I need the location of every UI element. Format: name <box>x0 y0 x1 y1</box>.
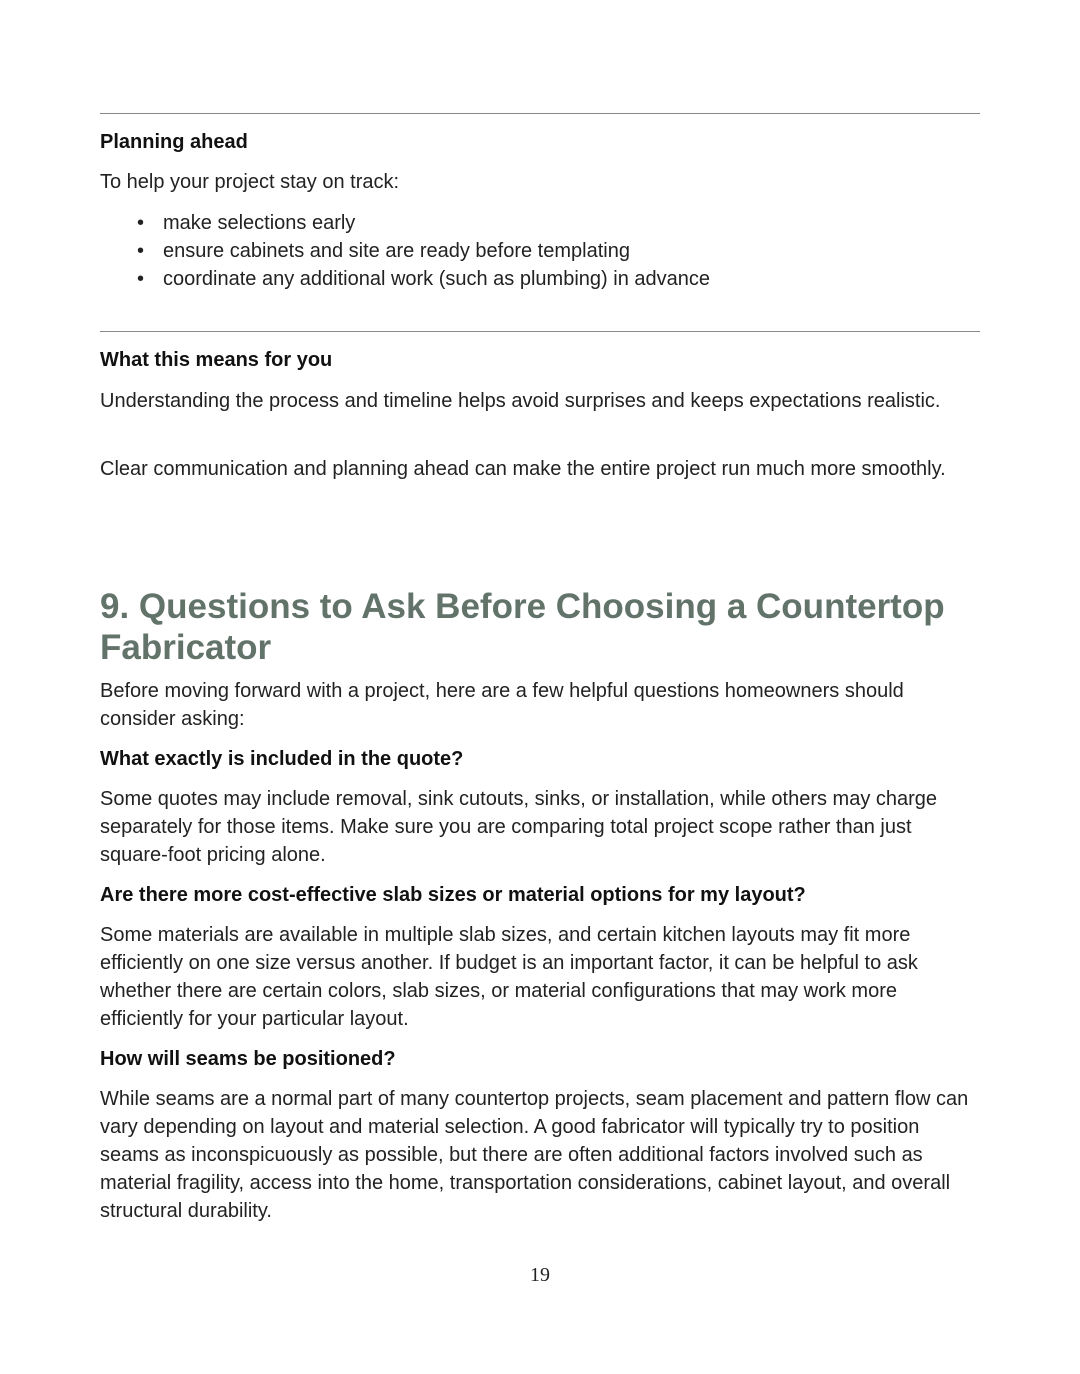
meaning-paragraph-1: Understanding the process and timeline helps avoid surprises and keeps expectations realistic. <box>100 390 941 412</box>
planning-heading: Planning ahead <box>100 131 248 153</box>
page-number: 19 <box>530 1264 550 1286</box>
list-item <box>100 265 980 293</box>
list-item-text: ensure cabinets and site are ready before templating <box>163 240 630 262</box>
bullet-icon: • <box>137 212 145 234</box>
list-item <box>100 237 980 265</box>
divider-top <box>100 113 980 114</box>
bullet-icon: • <box>137 268 145 290</box>
planning-intro: To help your project stay on track: <box>100 171 400 193</box>
section-intro: Before moving forward with a project, here are a few helpful questions homeowners should consider asking: <box>100 680 904 730</box>
question-2-answer: Some materials are available in multiple slab sizes, and certain kitchen layouts may fit more efficiently on one size versus another. If budget is an important factor, it can be helpful to ask whether there are certain colors, slab sizes, or material configurations that may work more efficiently for your particular layout. <box>100 924 918 1030</box>
question-1-heading: What exactly is included in the quote? <box>100 748 464 770</box>
meaning-paragraph-2: Clear communication and planning ahead can make the entire project run much more smoothly. <box>100 458 946 480</box>
list-item-text: make selections early <box>163 212 356 234</box>
planning-list <box>100 209 980 293</box>
question-3-answer: While seams are a normal part of many countertop projects, seam placement and pattern flow can vary depending on layout and material selection. A good fabricator will typically try to position seams as inconspicuously as possible, but there are often additional factors involved such as material fragility, access into the home, transportation considerations, cabinet layout, and overall structural durability. <box>100 1088 969 1222</box>
meaning-heading: What this means for you <box>100 349 333 371</box>
section-title: 9. Questions to Ask Before Choosing a Countertop Fabricator <box>100 587 945 667</box>
question-2-heading: Are there more cost-effective slab sizes or material options for my layout? <box>100 884 806 906</box>
divider-middle <box>100 331 980 332</box>
list-item <box>100 209 980 237</box>
list-item-text: coordinate any additional work (such as plumbing) in advance <box>163 268 710 290</box>
bullet-icon: • <box>137 240 145 262</box>
question-1-answer: Some quotes may include removal, sink cutouts, sinks, or installation, while others may charge separately for those items. Make sure you are comparing total project scope rather than just square-foot pricing alone. <box>100 788 938 866</box>
question-3-heading: How will seams be positioned? <box>100 1048 396 1070</box>
